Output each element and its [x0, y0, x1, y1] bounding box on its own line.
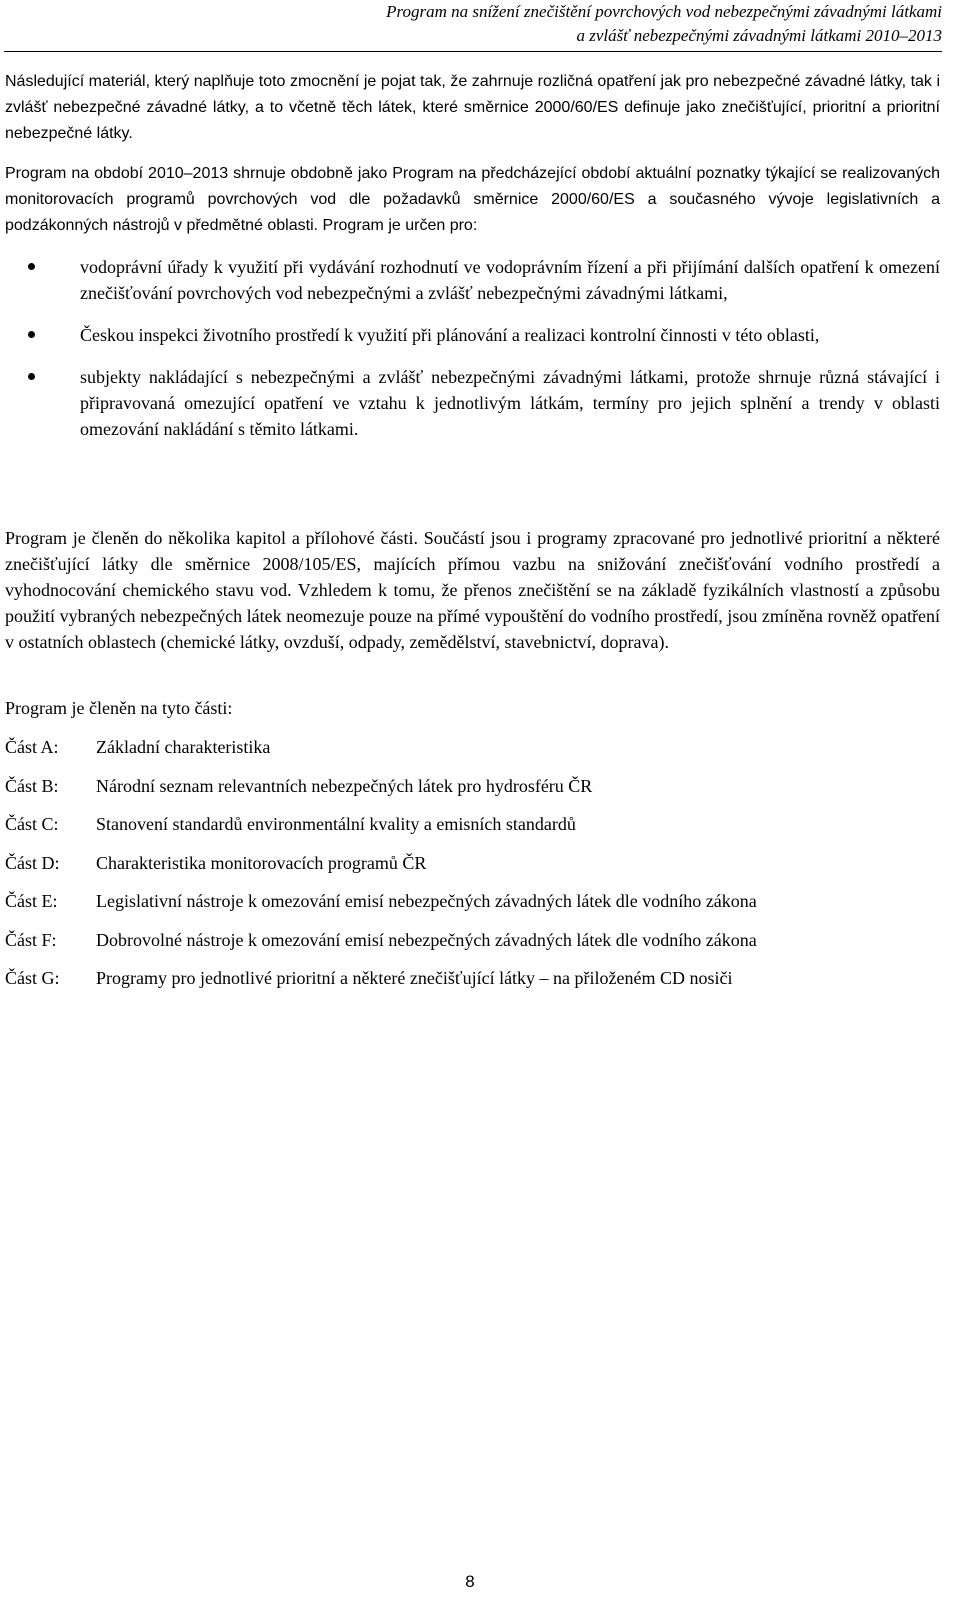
list-item [0, 322, 940, 348]
part-item [5, 965, 940, 1004]
bullet-icon [28, 263, 35, 270]
paragraph-program-period: Program na období 2010–2013 shrnuje obdobně jako Program na předcházející období aktuální poznatky týkající se realizovaných monitorovacích programů povrchových vod dle požadavků směrnice 2000/60/ES a současného vývoje legislativních a podzákonných nástrojů v předmětné oblasti. Program je určen pro: [5, 165, 940, 234]
list-item [0, 364, 940, 442]
part-title: Programy pro jednotlivé prioritní a některé znečišťující látky – na přiloženém CD nosiči [96, 968, 733, 988]
list-item-text: Českou inspekci životního prostředí k využití při plánování a realizaci kontrolní činnosti v této oblasti, [80, 325, 820, 345]
part-item [5, 850, 940, 889]
part-label: Část B: [5, 775, 59, 796]
part-title: Stanovení standardů environmentální kvality a emisních standardů [96, 814, 576, 834]
part-title: Základní charakteristika [96, 737, 271, 757]
paragraph-parts-intro: Program je členěn na tyto části: [5, 698, 233, 718]
part-label: Část G: [5, 968, 60, 988]
paragraph-intro: Následující materiál, který naplňuje toto zmocnění je pojat tak, že zahrnuje rozličná opatření jak pro nebezpečné závadné látky, tak i zvlášť nebezpečné závadné látky, a to včetně těch látek, které směrnice 2000/60/ES definuje jako znečišťující, prioritní a prioritní nebezpečné látky. [5, 73, 940, 142]
list-item-text: vodoprávní úřady k využití při vydávání rozhodnutí ve vodoprávním řízení a při přijímání dalších opatření k omezení znečišťování povrchových vod nebezpečnými a zvlášť nebezpečnými závadnými látkami, [80, 257, 940, 303]
part-item [5, 811, 940, 850]
part-item [5, 734, 940, 773]
part-label: Část E: [5, 891, 58, 911]
bullet-icon [28, 373, 35, 380]
page-number: 8 [465, 1572, 475, 1591]
parts-list [5, 734, 940, 1004]
list-item-text: subjekty nakládající s nebezpečnými a zvlášť nebezpečnými závadnými látkami, protože shrnuje různá stávající i připravovaná omezující opatření ve vztahu k jednotlivým látkám, termíny pro jejich splnění a trendy v oblasti omezování nakládání s těmito látkami. [80, 367, 940, 439]
part-title: Charakteristika monitorovacích programů ČR [96, 852, 427, 873]
part-item [5, 927, 940, 966]
part-label: Část F: [5, 929, 57, 950]
part-item [5, 773, 940, 812]
part-label: Část C: [5, 814, 59, 834]
part-label: Část A: [5, 737, 59, 757]
part-label: Část D: [5, 852, 60, 873]
part-title: Legislativní nástroje k omezování emisí nebezpečných závadných látek dle vodního zákona [96, 891, 757, 911]
part-title: Národní seznam relevantních nebezpečných látek pro hydrosféru ČR [96, 775, 593, 796]
header-line-1: Program na snížení znečištění povrchových vod nebezpečnými závadnými látkami [386, 2, 942, 21]
target-audience-list [0, 254, 940, 458]
list-item [0, 254, 940, 306]
header-divider [4, 51, 942, 52]
running-header [0, 0, 942, 48]
header-line-2: a zvlášť nebezpečnými závadnými látkami 2010–2013 [576, 26, 942, 45]
part-item [5, 888, 940, 927]
part-title: Dobrovolné nástroje k omezování emisí nebezpečných závadných látek dle vodního zákona [96, 929, 757, 950]
bullet-icon [28, 331, 35, 338]
paragraph-structure: Program je členěn do několika kapitol a přílohové části. Součástí jsou i programy zpracované pro jednotlivé prioritní a některé znečišťující látky dle směrnice 2008/105/ES, majících přímou vazbu na snižování znečišťování vodního prostředí a vyhodnocování chemického stavu vod. Vzhledem k tomu, že přenos znečištění se na základě fyzikálních vlastností a způsobu použití vybraných nebezpečných látek neomezuje pouze na přímé vypouštění do vodního prostředí, jsou zmíněna rovněž opatření v ostatních oblastech (chemické látky, ovzduší, odpady, zemědělství, stavebnictví, doprava). [5, 528, 940, 652]
